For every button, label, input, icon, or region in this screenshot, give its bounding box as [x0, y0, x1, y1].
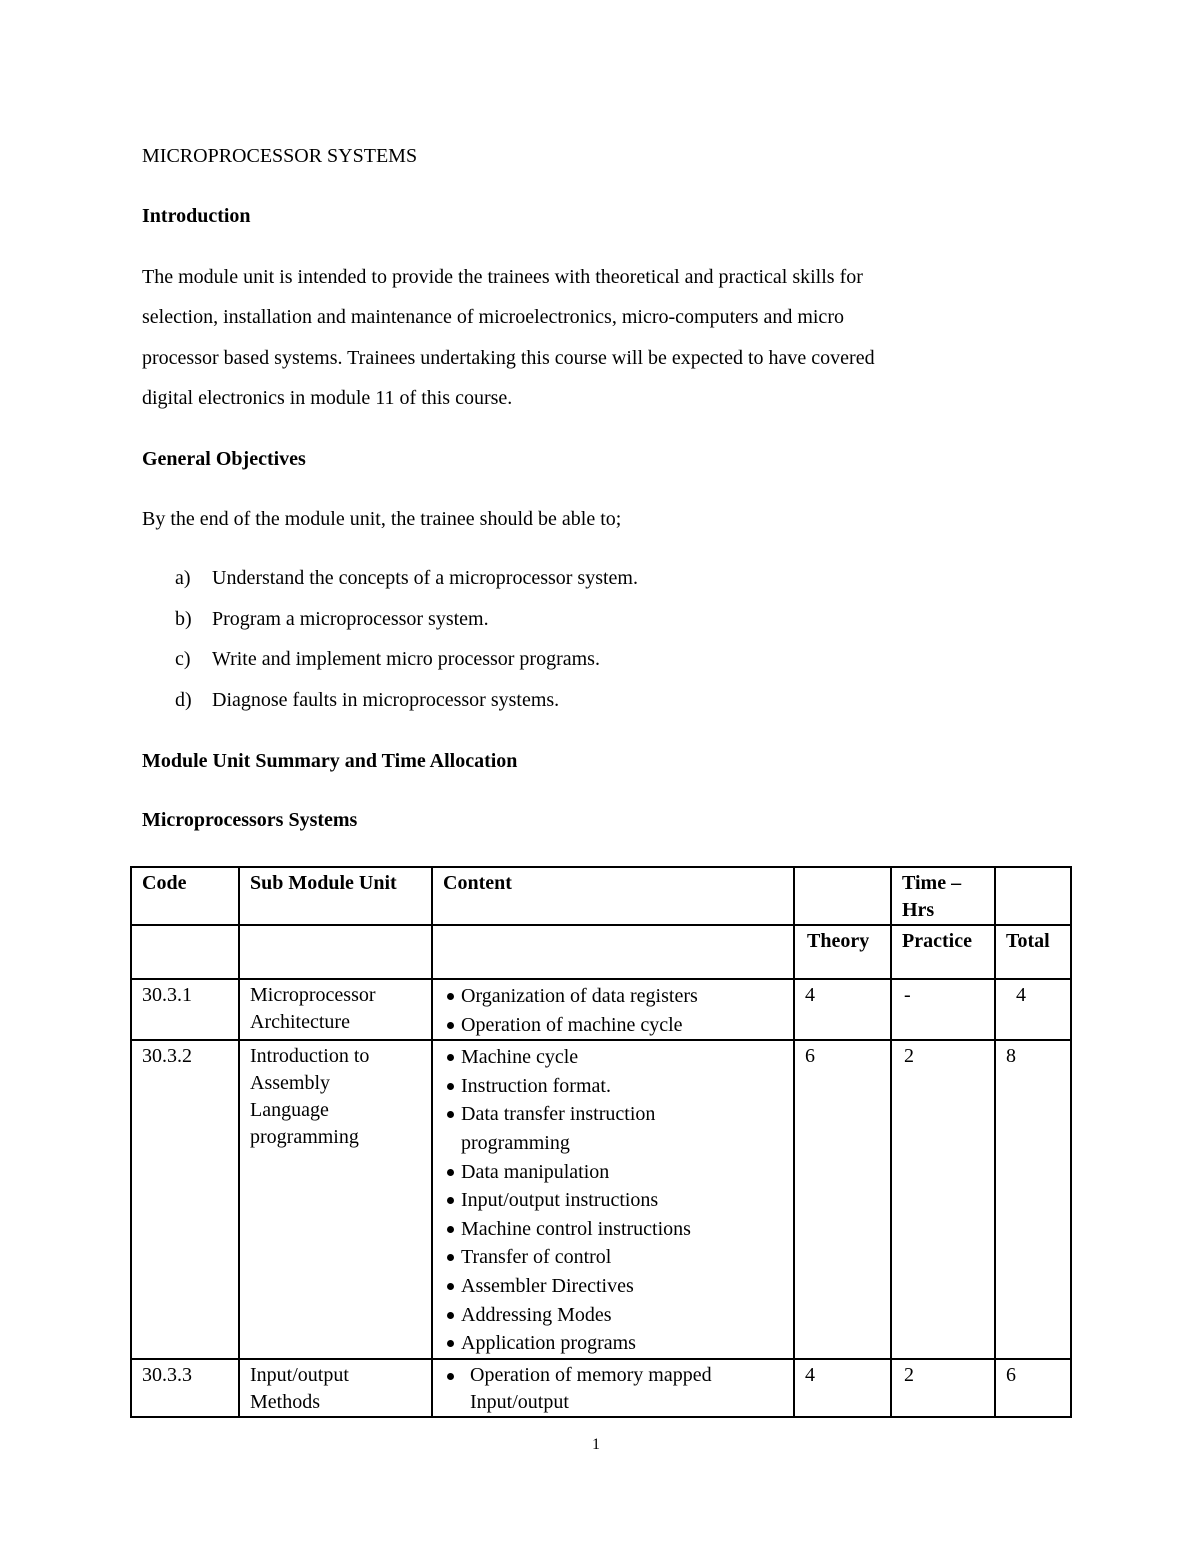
intro-line: digital electronics in module 11 of this course. [142, 387, 513, 409]
intro-line: The module unit is intended to provide the trainees with theoretical and practical skills for [142, 266, 863, 288]
cell-content [432, 979, 794, 1040]
list-marker: c) [175, 648, 191, 671]
introduction-heading: Introduction [142, 205, 251, 227]
intro-line: processor based systems. Trainees undertaking this course will be expected to have covered [142, 347, 875, 369]
table-header-row [131, 867, 1071, 925]
cell-sub-module: Microprocessor Architecture [239, 979, 432, 1040]
header-code: Code [131, 867, 239, 925]
list-marker: d) [175, 689, 192, 712]
objectives-list [175, 566, 638, 729]
cell-sub-module: Introduction to Assembly Language programming [239, 1040, 432, 1359]
cell-total: 6 [995, 1359, 1071, 1417]
list-item: Addressing Modes [443, 1301, 784, 1330]
cell-content [432, 1359, 794, 1417]
document-title: MICROPROCESSOR SYSTEMS [142, 145, 418, 167]
list-item: Assembler Directives [443, 1272, 784, 1301]
table-row [131, 1359, 1071, 1417]
header-content: Content [432, 867, 794, 925]
header-theory: Theory [794, 925, 891, 979]
list-item [175, 607, 638, 648]
cell-total: 8 [995, 1040, 1071, 1359]
cell-total: 4 [995, 979, 1071, 1040]
cell-code: 30.3.2 [131, 1040, 239, 1359]
list-item: Data manipulation [443, 1158, 784, 1187]
header-sub-module: Sub Module Unit [239, 867, 432, 925]
cell-practice: 2 [891, 1359, 995, 1417]
content-list [443, 982, 784, 1039]
summary-heading: Module Unit Summary and Time Allocation [142, 750, 518, 772]
list-item: Transfer of control [443, 1243, 784, 1272]
page-number: 1 [592, 1436, 600, 1453]
cell-theory: 4 [794, 979, 891, 1040]
header-total: Total [995, 925, 1071, 979]
header-time: Time – Hrs [891, 867, 995, 925]
subheader-empty [131, 925, 239, 979]
list-marker: b) [175, 607, 192, 630]
header-practice: Practice [891, 925, 995, 979]
list-item [175, 647, 638, 688]
cell-code: 30.3.1 [131, 979, 239, 1040]
list-item [175, 566, 638, 607]
cell-practice: 2 [891, 1040, 995, 1359]
header-empty [995, 867, 1071, 925]
time-allocation-table [130, 866, 1072, 1418]
list-item [175, 688, 638, 729]
subheader-empty [432, 925, 794, 979]
list-item: Machine cycle [443, 1043, 784, 1072]
objective-text: Program a microprocessor system. [212, 607, 489, 630]
content-list [443, 1362, 784, 1416]
objectives-lead: By the end of the module unit, the trainee should be able to; [142, 508, 622, 530]
list-item: Instruction format. [443, 1072, 784, 1101]
cell-sub-module: Input/output Methods [239, 1359, 432, 1417]
cell-content [432, 1040, 794, 1359]
intro-line: selection, installation and maintenance of microelectronics, micro-computers and micro [142, 306, 844, 328]
content-list [443, 1043, 784, 1358]
objective-text: Write and implement micro processor programs. [212, 648, 600, 671]
list-item: Machine control instructions [443, 1215, 784, 1244]
table-subheader-row [131, 925, 1071, 979]
objectives-heading: General Objectives [142, 448, 306, 470]
table-row [131, 979, 1071, 1040]
list-item: Application programs [443, 1329, 784, 1358]
list-item: Operation of memory mapped Input/output [443, 1362, 784, 1416]
header-empty [794, 867, 891, 925]
list-marker: a) [175, 567, 191, 589]
list-item: Organization of data registers [443, 982, 784, 1011]
table-caption: Microprocessors Systems [142, 809, 358, 831]
subheader-empty [239, 925, 432, 979]
cell-practice: - [891, 979, 995, 1040]
table-row [131, 1040, 1071, 1359]
list-item: Input/output instructions [443, 1186, 784, 1215]
list-item: Operation of machine cycle [443, 1011, 784, 1040]
cell-theory: 6 [794, 1040, 891, 1359]
cell-code: 30.3.3 [131, 1359, 239, 1417]
objective-text: Diagnose faults in microprocessor systems. [212, 689, 560, 712]
objective-text: Understand the concepts of a microprocessor system. [212, 567, 638, 589]
cell-theory: 4 [794, 1359, 891, 1417]
list-item: Data transfer instruction programming [443, 1100, 784, 1157]
